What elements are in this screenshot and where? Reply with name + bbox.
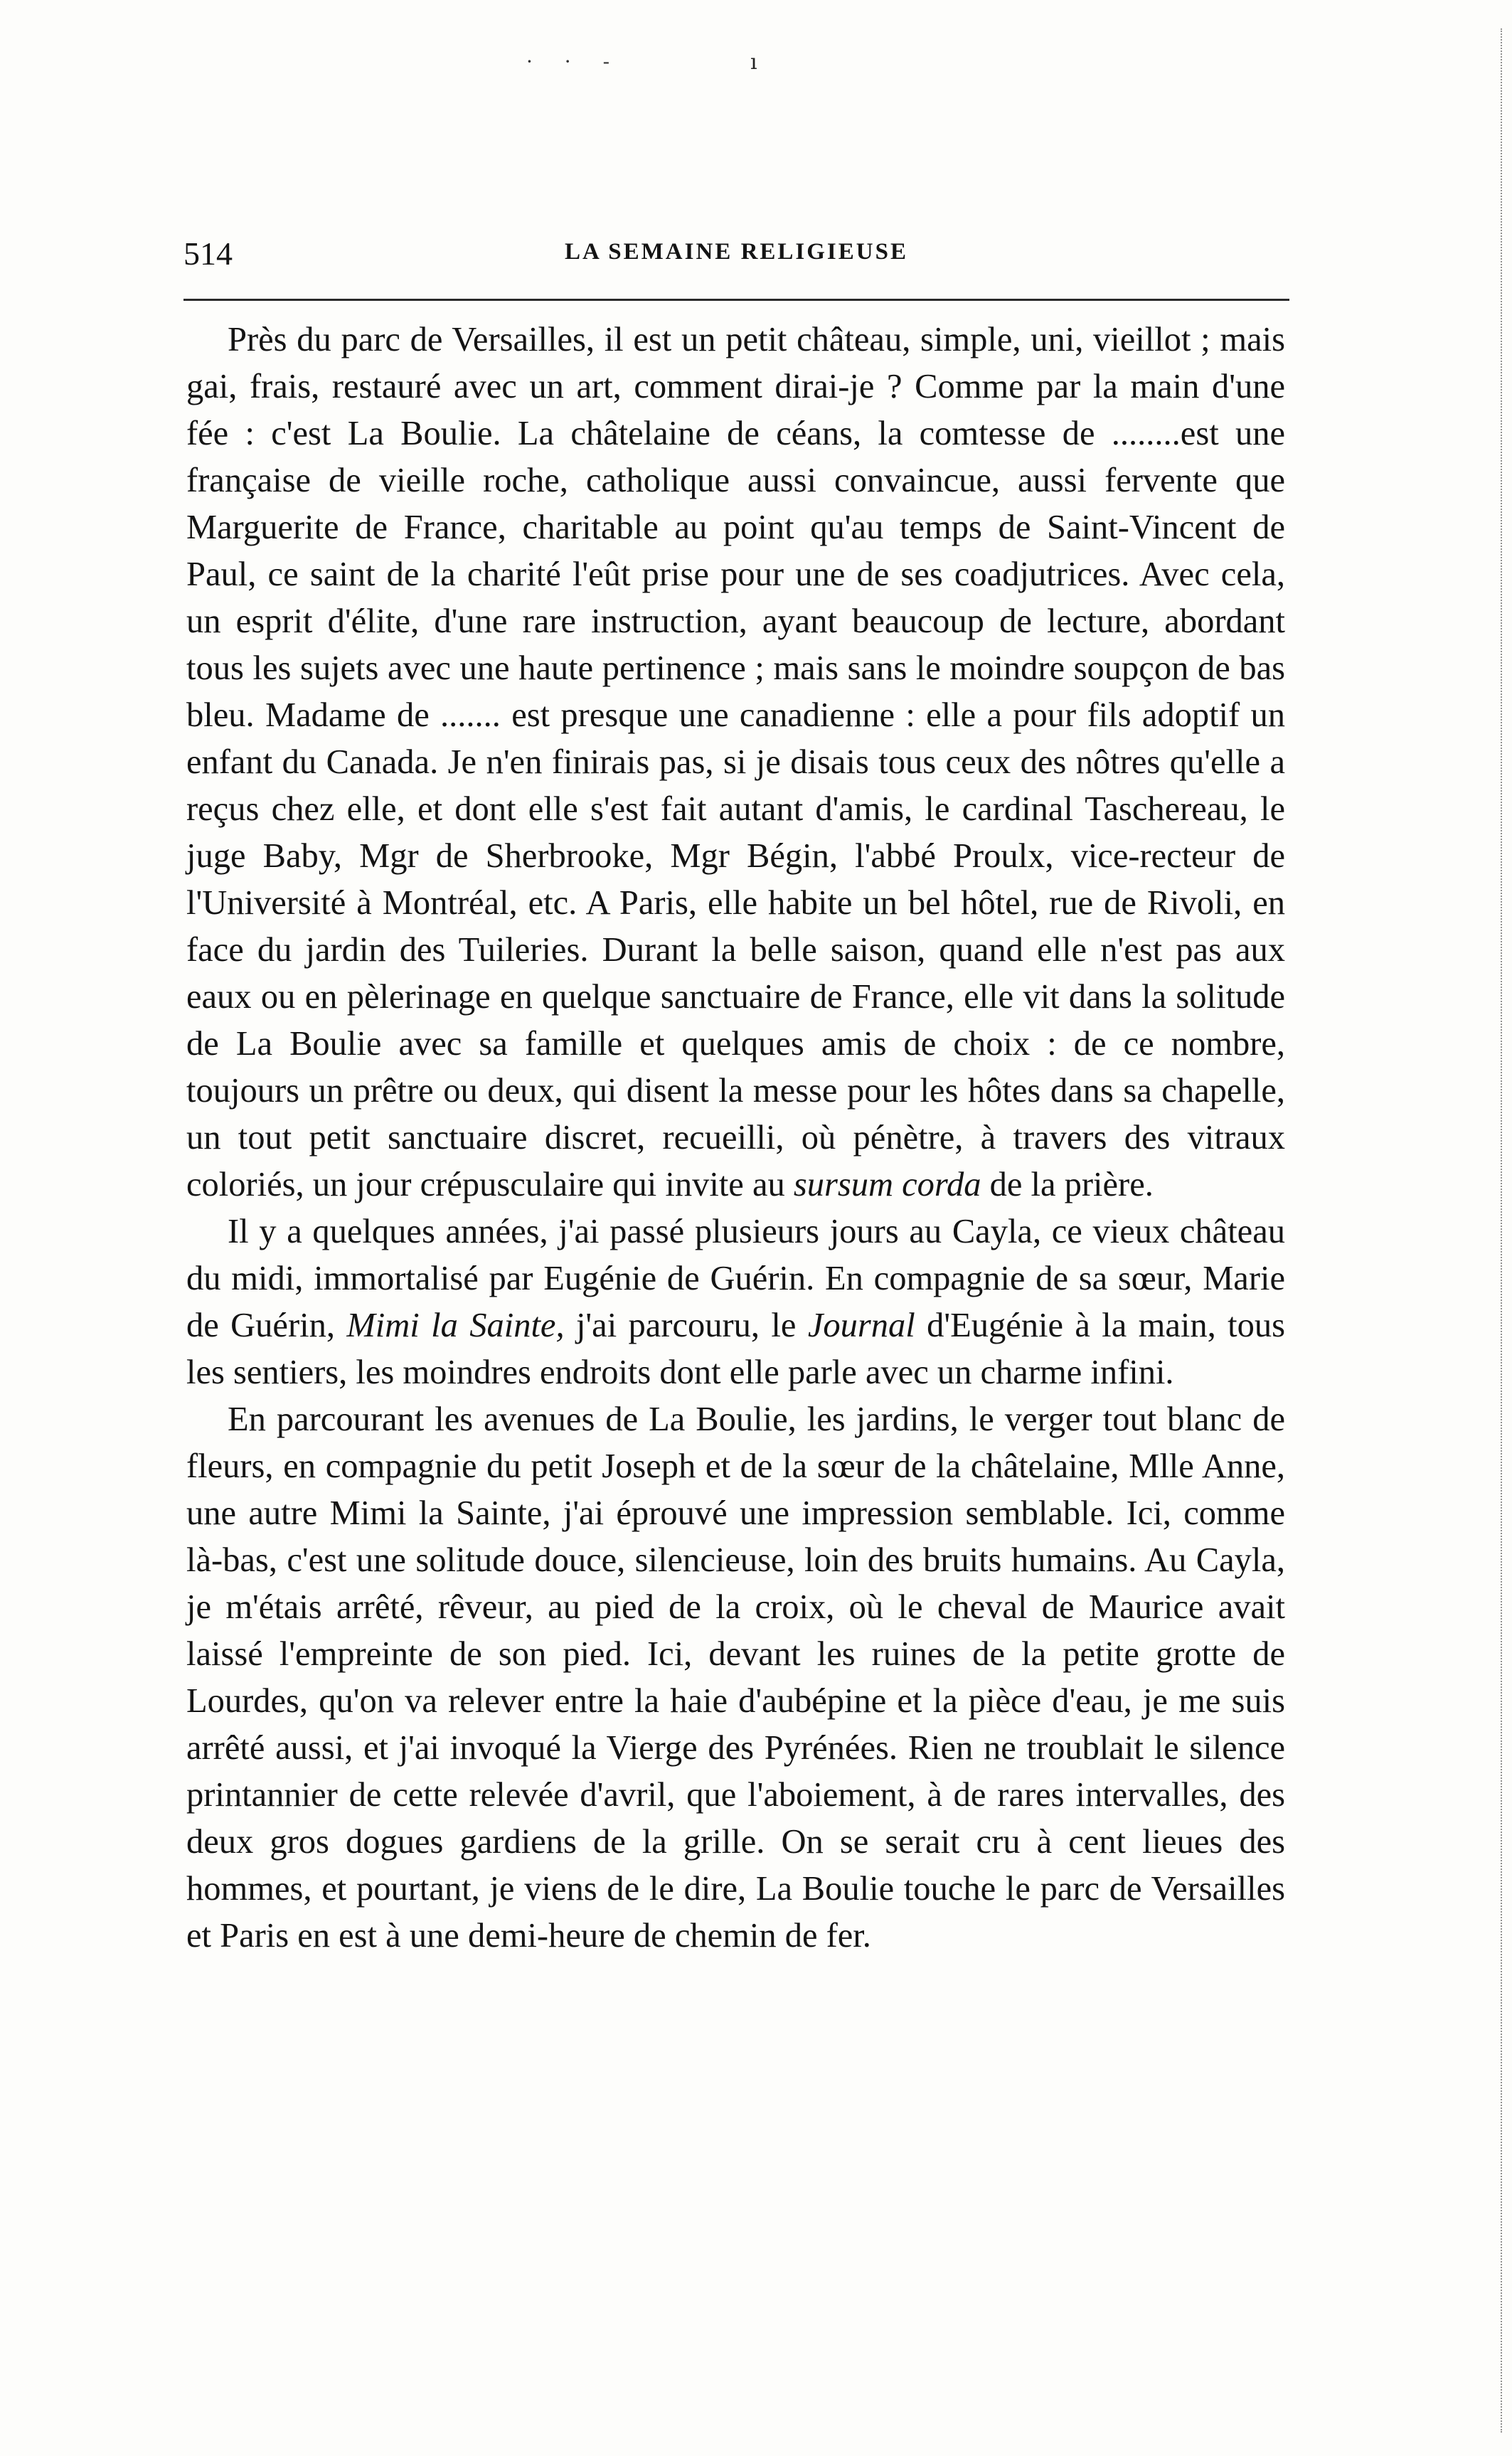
running-title: LA SEMAINE RELIGIEUSE xyxy=(565,239,908,265)
paragraph-2-italic: Mimi la Sainte, xyxy=(346,1307,565,1344)
paragraph-1-italic: sursum corda xyxy=(793,1166,981,1203)
paragraph-1-text: Près du parc de Versailles, il est un petit château, simple, uni, vieillot ; mais gai, frais, restauré avec un art, comment dirai-je ? Comme par la main d'une fée : c'est La Boulie. La châtelaine de céans, la comtesse de ........est une française de vieille roche, catholique aussi convaincue, aussi fervente que Marguerite de France, charitable au point qu'au temps de Saint-Vincent de Paul, ce saint de la charité l'eût prise pour une de ses coadjutrices. Avec cela, un esprit d'élite, d'une rare instruction, ayant beaucoup de lecture, abordant tous les sujets avec une haute pertinence ; mais sans le moindre soupçon de bas bleu. Madame de ....... est presque une canadienne : elle a pour fils adoptif un enfant du Canada. Je n'en finirais pas, si je disais tous ceux des nôtres qu'elle a reçus chez elle, et dont elle s'est fait autant d'amis, le cardinal Taschereau, le juge Baby, Mgr de Sherbrooke, Mgr Bégin, l'abbé Proulx, vice-recteur de l'Université à Montréal, etc. A Paris, elle habite un bel hôtel, rue de Rivoli, en face du jardin des Tuileries. Durant la belle saison, quand elle n'est pas aux eaux ou en pèlerinage en quelque sanctuaire de France, elle vit dans la solitude de La Boulie avec sa famille et quelques amis de choix : de ce nombre, toujours un prêtre ou deux, qui disent la messe pour les hôtes dans sa chapelle, un tout petit sanctuaire discret, recueilli, où pénètre, à travers des vitraux coloriés, un jour crépusculaire qui invite au xyxy=(186,321,1285,1203)
header-rule xyxy=(183,299,1289,301)
scan-specks: · · - xyxy=(526,50,623,73)
article-body xyxy=(186,317,1285,1960)
paragraph-2-text: Il y a quelques années, j'ai passé plusieurs jours au Cayla, ce vieux château du midi, immortalisé par Eugénie de Guérin. En compagnie de sa sœur, Marie de Guérin, xyxy=(186,1213,1285,1344)
paragraph-3: En parcourant les avenues de La Boulie, les jardins, le verger tout blanc de fleurs, en compagnie du petit Joseph et de la sœur de la châtelaine, Mlle Anne, une autre Mimi la Sainte, j'ai éprouvé une impression semblable. Ici, comme là-bas, c'est une solitude douce, silencieuse, loin des bruits humains. Au Cayla, je m'étais arrêté, rêveur, au pied de la croix, où le cheval de Maurice avait laissé l'empreinte de son pied. Ici, devant les ruines de la petite grotte de Lourdes, qu'on va relever entre la haie d'aubépine et la pièce d'eau, je me suis arrêté aussi, et j'ai invoqué la Vierge des Pyrénées. Rien ne troublait le silence printannier de cette relevée d'avril, que l'aboiement, à de rares intervalles, des deux gros dogues gardiens de la grille. On se serait cru à cent lieues des hommes, et pourtant, je viens de le dire, La Boulie touche le parc de Versailles et Paris en est à une demi-heure de chemin de fer. xyxy=(186,1400,1285,1955)
paragraph-2-middle: j'ai parcouru, le xyxy=(564,1307,808,1344)
page-header xyxy=(183,235,1289,285)
page-number: 514 xyxy=(183,235,233,272)
binding-edge xyxy=(1501,28,1506,2433)
paragraph-2 xyxy=(186,1208,1285,1396)
scan-speck: ı xyxy=(750,50,757,75)
paragraph-1 xyxy=(186,317,1285,1208)
paragraph-1-end: de la prière. xyxy=(981,1166,1154,1203)
paragraph-2-end: d'Eugénie à la main, tous les sentiers, les moindres endroits dont elle parle avec un charme infini. xyxy=(186,1307,1285,1391)
paragraph-2-italic-journal: Journal xyxy=(807,1307,915,1344)
